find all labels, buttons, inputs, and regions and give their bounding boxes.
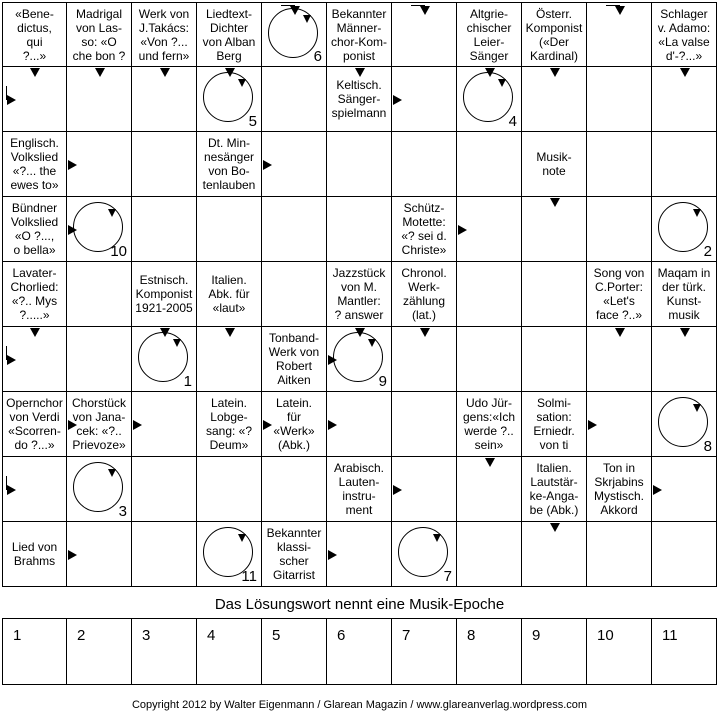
- solution-title: Das Lösungswort nennt eine Musik-Epoche: [214, 596, 505, 613]
- clue-cell: [587, 457, 652, 522]
- arrow-right-icon: [263, 160, 272, 170]
- solution-index-number: 11: [241, 568, 257, 585]
- solution-cell-number: 7: [402, 627, 411, 644]
- solution-cell-number: 9: [532, 627, 541, 644]
- arrow-down-icon: [160, 328, 170, 337]
- clue-cell: [457, 2, 522, 67]
- answer-cell[interactable]: [327, 197, 392, 262]
- arrow-right-icon: [393, 485, 402, 495]
- clue-text: Lied von Brahms: [11, 540, 58, 568]
- arrow-down-icon: [225, 68, 235, 77]
- arrow-right-icon: [68, 420, 77, 430]
- answer-cell[interactable]: [587, 197, 652, 262]
- clue-cell: [2, 522, 67, 587]
- solution-cell[interactable]: [587, 618, 652, 685]
- solution-index-number: 5: [248, 113, 257, 130]
- answer-cell[interactable]: [457, 327, 522, 392]
- solution-index-number: 9: [378, 373, 387, 390]
- clue-cell: [327, 262, 392, 327]
- answer-cell[interactable]: [67, 327, 132, 392]
- answer-cell[interactable]: [457, 132, 522, 197]
- solution-cell[interactable]: [522, 618, 587, 685]
- bend-arrow-down-icon: [615, 6, 625, 15]
- clue-cell: [522, 392, 587, 457]
- clue-cell: [652, 262, 717, 327]
- solution-cell[interactable]: [457, 618, 522, 685]
- clue-cell: [327, 2, 392, 67]
- clue-cell: [522, 457, 587, 522]
- answer-cell[interactable]: [197, 457, 262, 522]
- clue-cell: [2, 262, 67, 327]
- circle-arrow-icon: [173, 339, 181, 347]
- answer-cell[interactable]: [457, 522, 522, 587]
- clue-cell: [327, 457, 392, 522]
- clue-cell: [392, 197, 457, 262]
- clue-text: Werk von J.Takács: «Von ?... und fern»: [138, 6, 190, 63]
- solution-letter-cell[interactable]: [652, 197, 717, 262]
- answer-cell[interactable]: [327, 132, 392, 197]
- clue-text: Österr. Komponist («Der Kardinal): [525, 6, 583, 63]
- answer-cell[interactable]: [262, 262, 327, 327]
- clue-text: Bekannter Männer- chor-Kom- ponist: [330, 6, 387, 63]
- solution-cell-number: 8: [467, 627, 476, 644]
- arrow-right-icon: [328, 420, 337, 430]
- arrow-right-icon: [68, 550, 77, 560]
- arrow-right-icon: [458, 225, 467, 235]
- answer-cell[interactable]: [652, 522, 717, 587]
- answer-cell[interactable]: [392, 392, 457, 457]
- circle-arrow-icon: [303, 15, 311, 23]
- answer-cell[interactable]: [587, 522, 652, 587]
- answer-cell[interactable]: [457, 262, 522, 327]
- clue-text: Liedtext- Dichter von Alban Berg: [202, 6, 256, 63]
- answer-cell[interactable]: [587, 132, 652, 197]
- clue-text: Latein. Lobge- sang: «? Deum»: [205, 396, 253, 452]
- answer-cell[interactable]: [652, 132, 717, 197]
- answer-cell[interactable]: [262, 197, 327, 262]
- bend-arrow-right-icon: [7, 485, 16, 495]
- solution-cell-number: 5: [272, 627, 281, 644]
- circle-arrow-icon: [693, 209, 701, 217]
- clue-text: Latein. für «Werk» (Abk.): [273, 396, 315, 452]
- arrow-right-icon: [263, 420, 272, 430]
- clue-cell: [132, 262, 197, 327]
- answer-cell[interactable]: [197, 197, 262, 262]
- bend-arrow-down-icon: [420, 6, 430, 15]
- circle-arrow-icon: [433, 534, 441, 542]
- clue-text: Ton in Skrjabins Mystisch. Akkord: [593, 461, 644, 517]
- solution-cell-number: 10: [597, 627, 614, 644]
- arrow-down-icon: [550, 68, 560, 77]
- arrow-right-icon: [588, 420, 597, 430]
- arrow-down-icon: [680, 68, 690, 77]
- solution-row: [2, 618, 717, 685]
- solution-cell-number: 1: [13, 627, 22, 644]
- clue-text: Chronol. Werk- zählung (lat.): [401, 266, 447, 322]
- answer-cell[interactable]: [522, 262, 587, 327]
- solution-index-number: 2: [703, 243, 712, 260]
- clue-cell: [2, 197, 67, 262]
- clue-cell: [197, 2, 262, 67]
- clue-text: Estnisch. Komponist 1921-2005: [135, 273, 193, 315]
- solution-cell-number: 6: [337, 627, 346, 644]
- clue-cell: [197, 262, 262, 327]
- answer-cell[interactable]: [522, 327, 587, 392]
- arrow-down-icon: [550, 523, 560, 532]
- solution-cell-number: 4: [207, 627, 216, 644]
- arrow-down-icon: [680, 328, 690, 337]
- arrow-right-icon: [328, 550, 337, 560]
- clue-text: Tonband- Werk von Robert Aitken: [268, 331, 320, 387]
- clue-text: Solmi- sation: Erniedr. von ti: [533, 396, 575, 452]
- solution-cell-number: 2: [77, 627, 86, 644]
- answer-cell[interactable]: [132, 132, 197, 197]
- clue-text: Bekannter klassi- scher Gitarrist: [266, 526, 322, 582]
- arrow-down-icon: [485, 68, 495, 77]
- clue-text: Jazzstück von M. Mantler: ? answer: [332, 266, 386, 322]
- arrow-down-icon: [420, 328, 430, 337]
- bend-arrow-right-icon: [7, 355, 16, 365]
- clue-text: Englisch. Volkslied «?... the ewes to»: [10, 136, 59, 192]
- clue-cell: [522, 2, 587, 67]
- answer-cell[interactable]: [587, 67, 652, 132]
- arrow-down-icon: [225, 328, 235, 337]
- clue-text: Opernchor von Verdi «Scorren- do ?...»: [6, 396, 63, 452]
- arrow-right-icon: [393, 95, 402, 105]
- clue-text: Arabisch. Lauten- instru- ment: [333, 461, 385, 517]
- solution-cell[interactable]: [652, 618, 717, 685]
- solution-index-number: 3: [118, 503, 127, 520]
- arrow-right-icon: [133, 420, 142, 430]
- bend-arrow-right-icon: [7, 95, 16, 105]
- clue-cell: [197, 392, 262, 457]
- clue-text: Chorstück von Jana- cek: «?.. Prievoze»: [71, 396, 127, 452]
- solution-index-number: 4: [508, 113, 517, 130]
- solution-index-number: 1: [183, 373, 192, 390]
- clue-text: Dt. Min- nesänger von Bo- tenlauben: [202, 136, 256, 192]
- arrow-down-icon: [160, 68, 170, 77]
- solution-cell[interactable]: [67, 618, 132, 685]
- solution-cell[interactable]: [197, 618, 262, 685]
- clue-cell: [67, 2, 132, 67]
- clue-text: Italien. Lautstär- ke-Anga- be (Abk.): [529, 461, 579, 517]
- clue-cell: [652, 2, 717, 67]
- answer-cell[interactable]: [67, 262, 132, 327]
- solution-cell-number: 3: [142, 627, 151, 644]
- solution-letter-cell[interactable]: [67, 457, 132, 522]
- solution-index-number: 7: [443, 568, 452, 585]
- clue-text: Altgrie- chischer Leier- Sänger: [466, 6, 512, 63]
- solution-letter-cell[interactable]: [652, 392, 717, 457]
- solution-letter-cell[interactable]: [197, 522, 262, 587]
- solution-cell-number: 11: [662, 627, 678, 644]
- arrow-right-icon: [653, 485, 662, 495]
- clue-text: «Bene- dictus, qui ?...»: [15, 6, 54, 63]
- answer-cell[interactable]: [132, 457, 197, 522]
- solution-index-number: 10: [110, 243, 127, 260]
- arrow-right-icon: [68, 160, 77, 170]
- clue-text: Bündner Volkslied «O ?..., o bella»: [10, 201, 59, 257]
- clue-text: Udo Jür- gens:«Ich werde ?.. sein»: [462, 396, 516, 452]
- solution-index-number: 8: [703, 438, 712, 455]
- clue-cell: [457, 392, 522, 457]
- clue-text: Schlager v. Adamo: «La valse d'-?...»: [657, 6, 711, 63]
- circle-arrow-icon: [108, 469, 116, 477]
- copyright-text: Copyright 2012 by Walter Eigenmann / Glarean Magazin / www.glareanverlag.wordpress.com: [131, 699, 588, 711]
- clue-cell: [587, 262, 652, 327]
- solution-cell[interactable]: [392, 618, 457, 685]
- clue-cell: [2, 392, 67, 457]
- circle-arrow-icon: [693, 404, 701, 412]
- solution-cell[interactable]: [132, 618, 197, 685]
- solution-letter-cell[interactable]: [392, 522, 457, 587]
- answer-cell[interactable]: [132, 197, 197, 262]
- arrow-down-icon: [30, 68, 40, 77]
- clue-text: Lavater- Chorlied: «?.. Mys ?.....»: [10, 266, 59, 322]
- circle-arrow-icon: [108, 209, 116, 217]
- arrow-right-icon: [328, 355, 337, 365]
- clue-text: Italien. Abk. für «laut»: [208, 273, 250, 315]
- clue-text: Musik- note: [536, 150, 572, 178]
- clue-text: Schütz- Motette: «? sei d. Christe»: [401, 201, 447, 257]
- circle-arrow-icon: [368, 339, 376, 347]
- clue-text: Song von C.Porter: «Let's face ?..»: [593, 266, 645, 322]
- clue-text: Maqam in der türk. Kunst- musik: [657, 266, 711, 322]
- circle-arrow-icon: [238, 79, 246, 87]
- circle-arrow-icon: [238, 534, 246, 542]
- answer-cell[interactable]: [132, 522, 197, 587]
- solution-cell[interactable]: [2, 618, 67, 685]
- crossword-grid: [2, 2, 717, 587]
- answer-cell[interactable]: [392, 132, 457, 197]
- clue-cell: [132, 2, 197, 67]
- circle-arrow-icon: [498, 79, 506, 87]
- answer-cell[interactable]: [262, 67, 327, 132]
- clue-text: Madrigal von Las- so: «O che bon ?: [72, 6, 126, 63]
- clue-cell: [2, 132, 67, 197]
- arrow-down-icon: [30, 328, 40, 337]
- clue-cell: [197, 132, 262, 197]
- solution-cell[interactable]: [327, 618, 392, 685]
- solution-index-number: 6: [313, 48, 322, 65]
- arrow-down-icon: [95, 68, 105, 77]
- arrow-down-icon: [355, 68, 365, 77]
- clue-cell: [262, 327, 327, 392]
- clue-text: Keltisch. Sänger- spielmann: [331, 78, 387, 120]
- clue-cell: [262, 522, 327, 587]
- arrow-right-icon: [68, 225, 77, 235]
- arrow-down-icon: [485, 458, 495, 467]
- clue-cell: [2, 2, 67, 67]
- clue-cell: [392, 262, 457, 327]
- clue-cell: [522, 132, 587, 197]
- arrow-down-icon: [550, 198, 560, 207]
- answer-cell[interactable]: [262, 457, 327, 522]
- bend-arrow-down-icon: [290, 6, 300, 15]
- solution-cell[interactable]: [262, 618, 327, 685]
- arrow-down-icon: [355, 328, 365, 337]
- arrow-down-icon: [615, 328, 625, 337]
